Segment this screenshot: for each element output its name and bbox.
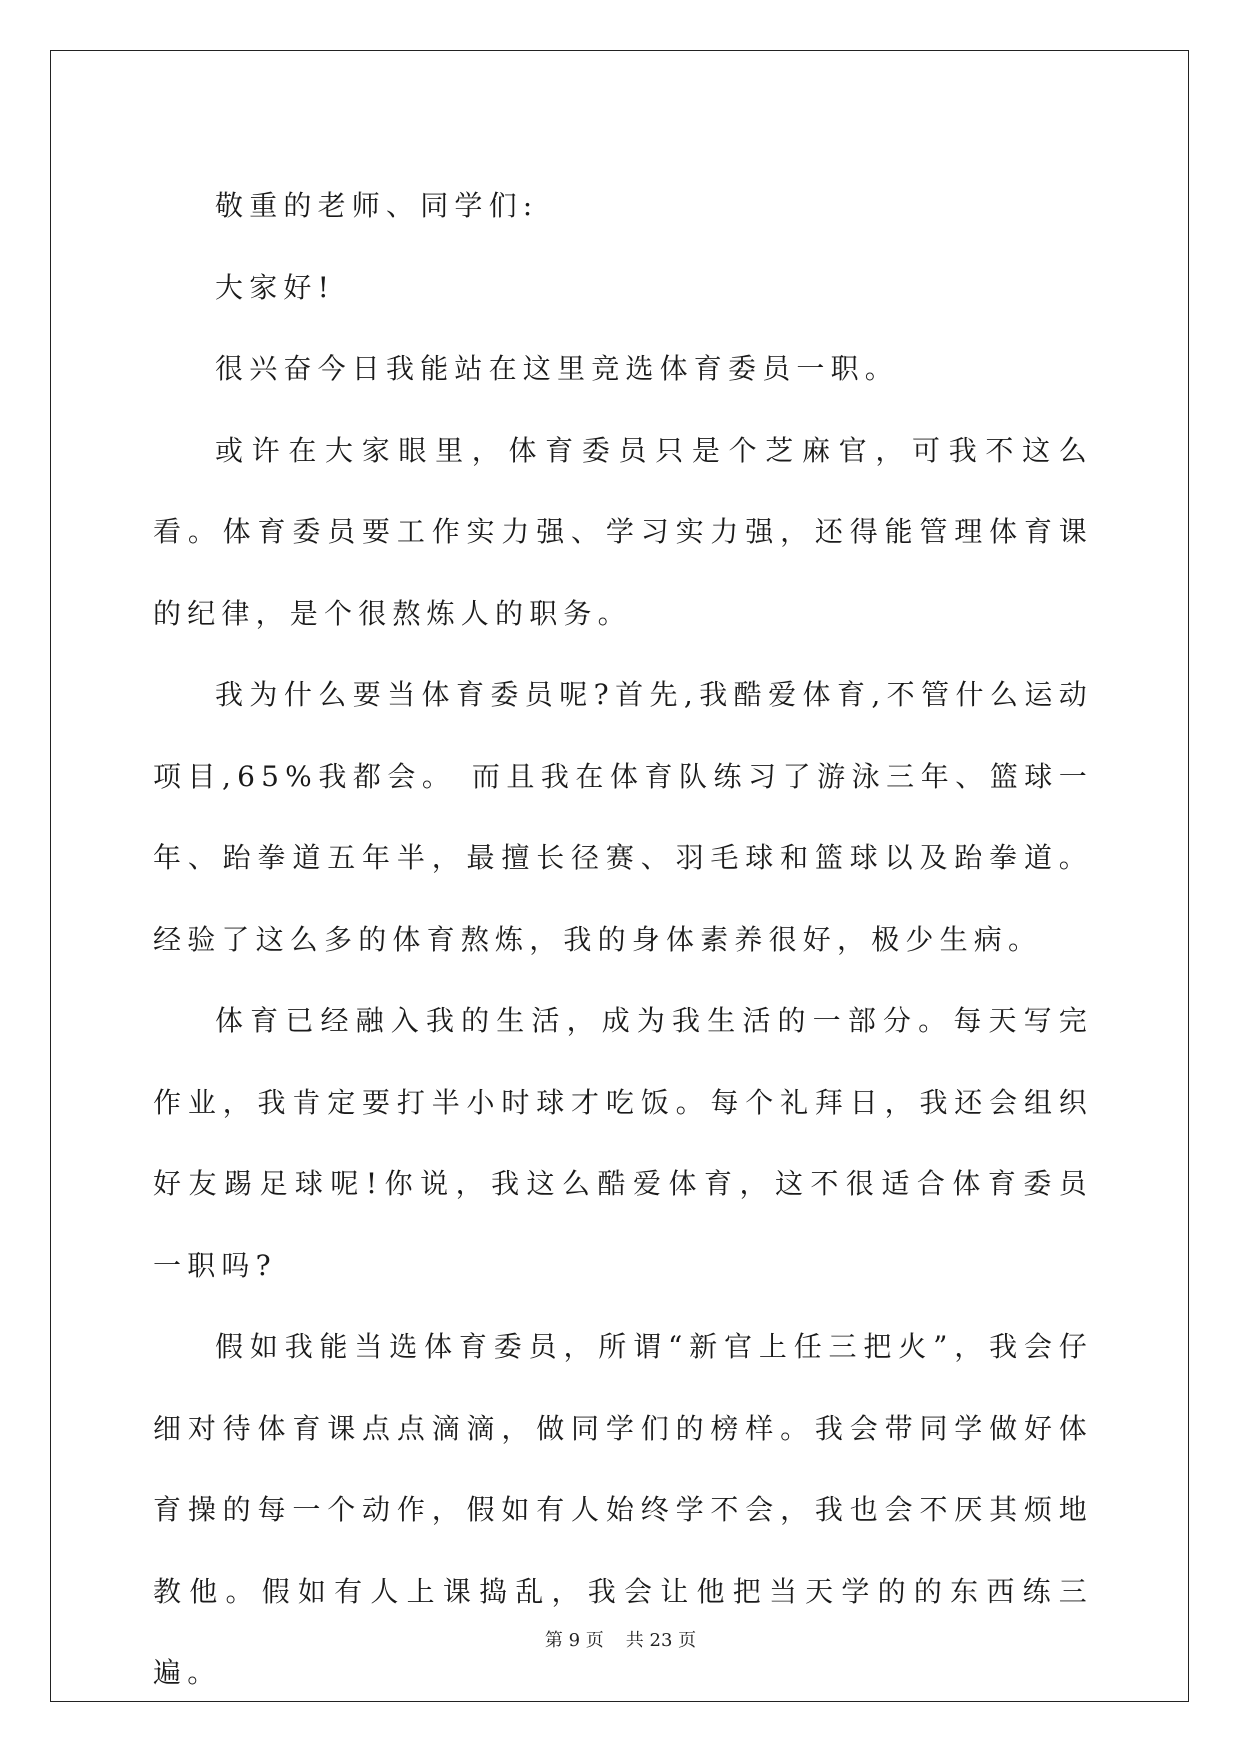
paragraph: 我为什么要当体育委员呢?首先,我酷爱体育,不管什么运动项目,65%我都会。 而且我在体育队练习了游泳三年、篮球一年、跆拳道五年半，最擅长径赛、羽毛球和篮球以及跆拳道。经验了这么多的体育熬炼，我的身体素养很好，极少生病。 xyxy=(153,678,1093,956)
page-footer xyxy=(0,1626,1241,1652)
document-body xyxy=(153,165,1093,1714)
paragraph-greeting: 大家好! xyxy=(215,270,336,304)
paragraph-salutation: 敬重的老师、同学们: xyxy=(215,189,539,222)
paragraph: 很兴奋今日我能站在这里竞选体育委员一职。 xyxy=(215,352,900,385)
page-total: 共 23 页 xyxy=(625,1630,697,1651)
paragraph: 或许在大家眼里，体育委员只是个芝麻官，可我不这么看。体育委员要工作实力强、学习实力强，还得能管理体育课的纪律，是个很熬炼人的职务。 xyxy=(153,433,1093,630)
paragraph: 假如我能当选体育委员，所谓“新官上任三把火”，我会仔细对待体育课点点滴滴，做同学们的榜样。我会带同学做好体育操的每一个动作，假如有人始终学不会，我也会不厌其烦地教他。假如有人上课捣乱，我会让他把当天学的的东西练三遍。 xyxy=(153,1330,1093,1689)
page-number: 第 9 页 xyxy=(544,1630,604,1651)
paragraph: 体育已经融入我的生活，成为我生活的一部分。每天写完作业，我肯定要打半小时球才吃饭。每个礼拜日，我还会组织好友踢足球呢!你说，我这么酷爱体育，这不很适合体育委员一职吗? xyxy=(153,1004,1093,1282)
